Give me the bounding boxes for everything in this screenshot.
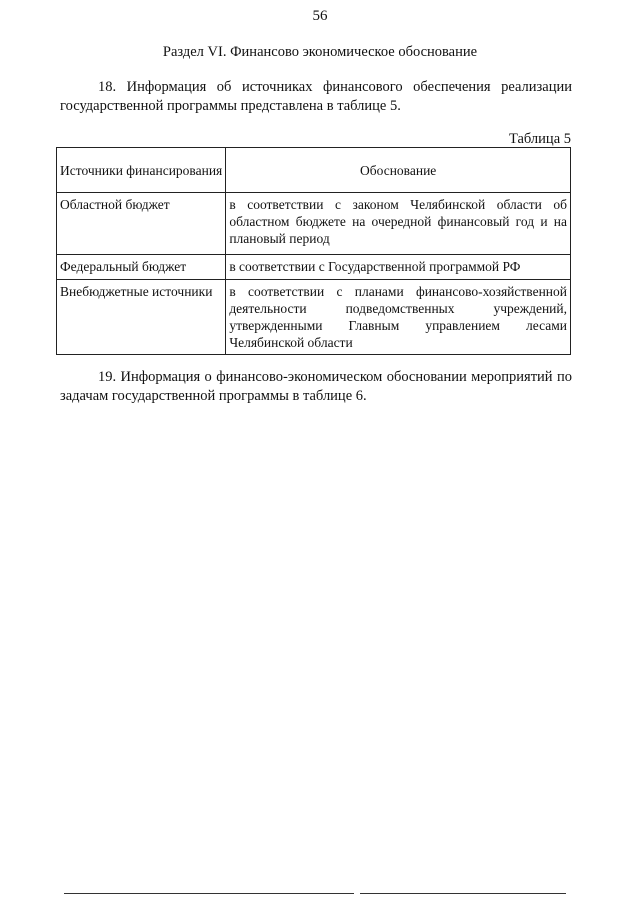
cell-source: Областной бюджет (57, 193, 226, 255)
financing-sources-table (56, 147, 571, 355)
table-row (57, 255, 571, 280)
page-bottom-rule (64, 893, 354, 894)
header-sources: Источники финансирования (57, 148, 226, 193)
cell-justification: в соответствии с Государственной программой РФ (226, 255, 571, 280)
table-row (57, 280, 571, 355)
cell-source: Внебюджетные источники (57, 280, 226, 355)
cell-source: Федеральный бюджет (57, 255, 226, 280)
section-title: Раздел VI. Финансово экономическое обоснование (162, 44, 478, 60)
table-header-row (57, 148, 571, 193)
table-row (57, 193, 571, 255)
paragraph-19: 19. Информация о финансово-экономическом обосновании мероприятий по задачам государственной программы в таблице 6. (60, 369, 572, 404)
paragraph-18: 18. Информация об источниках финансового обеспечения реализации государственной программы представлена в таблице 5. (60, 79, 572, 114)
table-caption: Таблица 5 (508, 131, 571, 147)
page-number: 56 (312, 8, 328, 24)
page-bottom-rule (360, 893, 566, 894)
header-justification: Обоснование (226, 148, 571, 193)
cell-justification: в соответствии с законом Челябинской области об областном бюджете на очередной финансовый год и на плановый период (226, 193, 571, 255)
cell-justification: в соответствии с планами финансово-хозяйственной деятельности подведомственных учреждений, утвержденными Главным управлением лесами Челябинской области (226, 280, 571, 355)
